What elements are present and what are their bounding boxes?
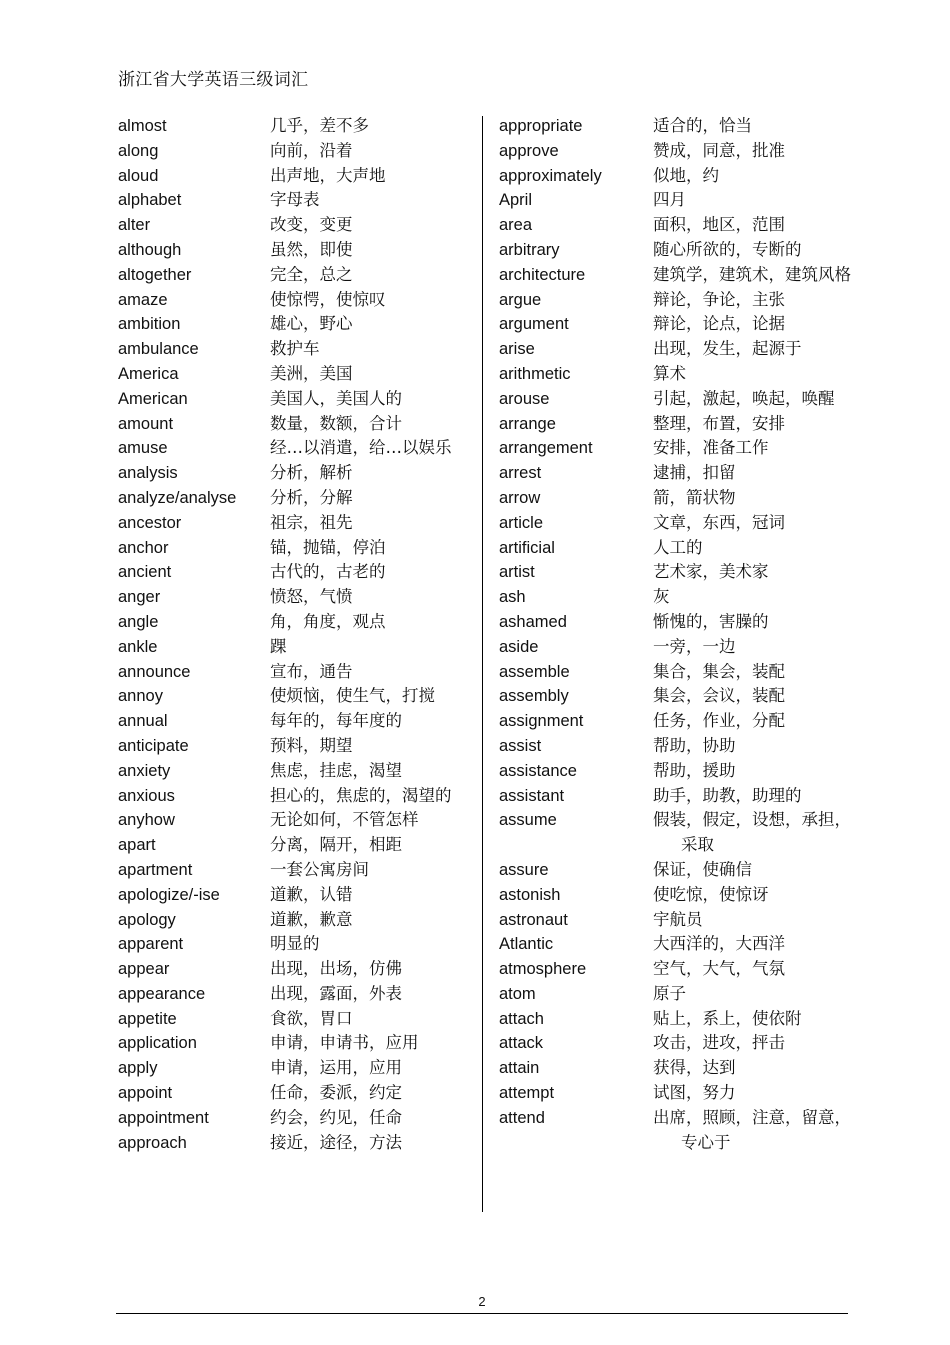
vocab-word: apply: [118, 1059, 158, 1078]
vocab-definition: 箭，箭状物: [653, 487, 736, 507]
vocab-definition: 分析，分解: [270, 487, 353, 507]
vocab-definition: 建筑学，建筑术，建筑风格: [653, 264, 851, 284]
vocab-definition: 担心的，焦虑的，渴望的: [270, 785, 452, 805]
vocab-definition: 集合，集会，装配: [653, 661, 785, 681]
vocab-word: attempt: [499, 1084, 555, 1103]
vocab-definition: 逮捕，扣留: [653, 463, 736, 483]
vocab-entry: [499, 734, 849, 759]
vocab-word: assignment: [499, 712, 584, 731]
vocab-word: assembly: [499, 687, 569, 706]
vocab-entry: [118, 883, 468, 908]
vocab-entry: [499, 362, 849, 387]
vocab-entry: [118, 213, 468, 238]
vocab-entry: [499, 238, 849, 263]
vocab-definition: 字母表: [270, 190, 320, 210]
vocab-definition: 使惊愕，使惊叹: [270, 289, 386, 309]
vocab-word: analysis: [118, 464, 178, 483]
vocab-definition: 接近，途径，方法: [270, 1132, 402, 1152]
vocab-word: announce: [118, 662, 191, 681]
vocab-definition: 任命，委派，约定: [270, 1083, 402, 1103]
vocab-entry: [118, 288, 468, 313]
vocab-word: annoy: [118, 687, 163, 706]
vocab-definition: 出现，出场，仿佛: [270, 959, 402, 979]
vocab-word: arrest: [499, 464, 542, 483]
vocab-definition: 约会，约见，任命: [270, 1107, 402, 1127]
vocab-definition: 获得，达到: [653, 1058, 736, 1078]
vocab-word: assistant: [499, 786, 565, 805]
vocab-definition: 宣布，通告: [270, 661, 353, 681]
vocab-entry: [118, 461, 468, 486]
vocab-definition: 明显的: [270, 934, 320, 954]
vocab-definition: 算术: [653, 363, 686, 383]
vocab-definition: 贴上，系上，使依附: [653, 1008, 802, 1028]
vocab-entry: [118, 585, 468, 610]
vocab-entry: [118, 1056, 468, 1081]
vocab-definition: 每年的，每年度的: [270, 711, 402, 731]
vocab-entry: [118, 833, 468, 858]
vocab-definition: 攻击，进攻，抨击: [653, 1033, 785, 1053]
vocab-entry: [499, 908, 849, 933]
vocab-entry: [118, 387, 468, 412]
vocab-word: argue: [499, 290, 542, 309]
vocab-word: anxiety: [118, 761, 171, 780]
vocab-definition: 完全，总之: [270, 264, 353, 284]
vocab-word: April: [499, 191, 533, 210]
vocab-definition: 试图，努力: [653, 1083, 736, 1103]
vocab-definition: 灰: [653, 587, 670, 607]
vocab-definition: 分离，隔开，相距: [270, 835, 402, 855]
vocab-word: attain: [499, 1059, 540, 1078]
vocab-definition: 助手，助教，助理的: [653, 785, 802, 805]
vocab-word: attack: [499, 1034, 544, 1053]
vocab-definition: 申请，运用，应用: [270, 1058, 402, 1078]
vocab-entry: [499, 536, 849, 561]
vocab-word: assistance: [499, 761, 577, 780]
vocab-column-right: [499, 114, 849, 1155]
vocab-definition: 安排，准备工作: [653, 438, 769, 458]
vocab-word: although: [118, 240, 182, 259]
vocab-definition: 出声地，大声地: [270, 165, 386, 185]
vocab-entry: [499, 139, 849, 164]
vocab-definition: 集会，会议，装配: [653, 686, 785, 706]
vocab-definition: 美国人，美国人的: [270, 388, 402, 408]
vocab-entry: [499, 1056, 849, 1081]
vocab-word: atmosphere: [499, 960, 587, 979]
vocab-word: analyze/analyse: [118, 488, 237, 507]
vocab-word: apparent: [118, 935, 184, 954]
vocab-entry: [118, 436, 468, 461]
vocab-word: ashamed: [499, 612, 567, 631]
vocab-definition: 美洲，美国: [270, 363, 353, 383]
vocab-definition: 文章，东西，冠词: [653, 512, 785, 532]
vocab-entry: [499, 610, 849, 635]
vocab-definition: 辩论，论点，论据: [653, 314, 785, 334]
vocab-word: attend: [499, 1108, 545, 1127]
vocab-definition: 帮助，协助: [653, 735, 736, 755]
vocab-word: assemble: [499, 662, 570, 681]
vocab-entry: [118, 1106, 468, 1131]
vocab-word: area: [499, 216, 533, 235]
vocab-entry: [118, 957, 468, 982]
vocab-entry: [118, 486, 468, 511]
vocab-definition: 祖宗，祖先: [270, 512, 353, 532]
vocab-definition: 角，角度，观点: [270, 611, 386, 631]
vocab-definition: 数量，数额，合计: [270, 413, 402, 433]
vocab-entry: [118, 684, 468, 709]
vocab-definition: 道歉，歉意: [270, 909, 353, 929]
vocab-entry: [118, 188, 468, 213]
vocab-entry: [118, 932, 468, 957]
vocab-entry: [118, 1007, 468, 1032]
vocab-entry: [118, 759, 468, 784]
vocab-word: arise: [499, 340, 535, 359]
vocab-word: arouse: [499, 389, 550, 408]
vocab-definition: 保证，使确信: [653, 859, 752, 879]
vocab-definition: 整理，布置，安排: [653, 413, 785, 433]
vocab-column-left: [118, 114, 468, 1155]
vocab-entry: [118, 1081, 468, 1106]
vocab-entry: [118, 734, 468, 759]
column-divider: [482, 116, 483, 1212]
vocab-definition: 假装，假定，设想，承担，采取: [653, 810, 851, 855]
vocab-definition: 帮助，援助: [653, 760, 736, 780]
vocab-word: argument: [499, 315, 569, 334]
vocab-entry: [118, 660, 468, 685]
vocab-entry: [118, 164, 468, 189]
vocab-word: apology: [118, 910, 176, 929]
vocab-word: anticipate: [118, 736, 189, 755]
vocab-entry: [499, 436, 849, 461]
vocab-entry: [118, 263, 468, 288]
vocab-word: approve: [499, 141, 559, 160]
vocab-word: artist: [499, 563, 535, 582]
vocab-entry: [118, 312, 468, 337]
vocab-word: assure: [499, 860, 549, 879]
vocab-definition: 几乎，差不多: [270, 116, 369, 135]
vocab-word: Atlantic: [499, 935, 554, 954]
vocab-word: astonish: [499, 885, 561, 904]
vocab-definition: 经…以消遣，给…以娱乐: [270, 438, 452, 458]
vocab-entry: [499, 660, 849, 685]
vocab-word: aside: [499, 637, 539, 656]
vocab-definition: 救护车: [270, 339, 320, 359]
vocab-definition: 出现，发生，起源于: [653, 339, 802, 359]
vocab-definition: 辩论，争论，主张: [653, 289, 785, 309]
vocab-word: architecture: [499, 265, 586, 284]
vocab-entry: [118, 139, 468, 164]
vocab-entry: [499, 982, 849, 1007]
vocab-word: amaze: [118, 290, 168, 309]
vocab-entry: [499, 511, 849, 536]
footer-rule: [116, 1313, 848, 1314]
page-number: 2: [478, 1294, 486, 1309]
vocab-definition: 空气，大气，气氛: [653, 959, 785, 979]
vocab-word: altogether: [118, 265, 192, 284]
vocab-word: atom: [499, 984, 536, 1003]
vocab-word: annual: [118, 712, 168, 731]
vocab-word: arrow: [499, 488, 541, 507]
vocab-definition: 使烦恼，使生气，打搅: [270, 686, 435, 706]
vocab-definition: 道歉，认错: [270, 884, 353, 904]
vocab-definition: 惭愧的，害臊的: [653, 611, 769, 631]
vocab-word: ambition: [118, 315, 181, 334]
vocab-word: approach: [118, 1133, 187, 1152]
vocab-entry: [118, 908, 468, 933]
vocab-entry: [499, 337, 849, 362]
vocab-entry: [118, 635, 468, 660]
vocab-definition: 随心所欲的，专断的: [653, 239, 802, 259]
vocab-word: America: [118, 364, 179, 383]
vocab-word: aloud: [118, 166, 159, 185]
vocab-entry: [118, 610, 468, 635]
vocab-definition: 一旁，一边: [653, 636, 736, 656]
vocab-entry: [499, 312, 849, 337]
vocab-definition: 人工的: [653, 537, 703, 557]
vocab-definition: 四月: [653, 190, 686, 210]
vocab-definition: 适合的，恰当: [653, 116, 752, 135]
vocab-entry: [499, 213, 849, 238]
vocab-word: arrangement: [499, 439, 593, 458]
vocab-entry: [118, 536, 468, 561]
vocab-word: appear: [118, 960, 170, 979]
vocab-word: amuse: [118, 439, 168, 458]
vocab-entry: [499, 635, 849, 660]
vocab-word: ancestor: [118, 513, 182, 532]
vocab-entry: [499, 263, 849, 288]
vocab-entry: [118, 337, 468, 362]
vocab-definition: 踝: [270, 636, 287, 656]
vocab-entry: [118, 709, 468, 734]
vocab-entry: [118, 1031, 468, 1056]
vocab-word: application: [118, 1034, 197, 1053]
vocab-definition: 原子: [653, 983, 686, 1003]
vocab-entry: [499, 1106, 849, 1156]
vocab-definition: 愤怒，气愤: [270, 587, 353, 607]
vocab-entry: [118, 362, 468, 387]
vocab-entry: [118, 858, 468, 883]
vocab-word: apart: [118, 836, 156, 855]
vocab-word: almost: [118, 117, 167, 135]
vocab-definition: 艺术家，美术家: [653, 562, 769, 582]
vocab-word: arrange: [499, 414, 556, 433]
vocab-word: article: [499, 513, 544, 532]
vocab-definition: 任务，作业，分配: [653, 711, 785, 731]
vocab-entry: [499, 759, 849, 784]
vocab-word: anxious: [118, 786, 175, 805]
vocab-word: attach: [499, 1009, 544, 1028]
vocab-entry: [499, 684, 849, 709]
vocab-entry: [118, 1131, 468, 1156]
vocab-entry: [499, 560, 849, 585]
vocab-entry: [118, 560, 468, 585]
vocab-entry: [499, 883, 849, 908]
vocab-entry: [499, 164, 849, 189]
vocab-definition: 锚，抛锚，停泊: [270, 537, 386, 557]
vocab-definition: 预料，期望: [270, 735, 353, 755]
vocab-entry: [499, 858, 849, 883]
vocab-entry: [118, 982, 468, 1007]
vocab-word: ash: [499, 588, 526, 607]
vocab-definition: 引起，激起，唤起，唤醒: [653, 388, 835, 408]
vocab-definition: 向前，沿着: [270, 140, 353, 160]
vocab-definition: 似地，约: [653, 165, 719, 185]
vocab-entry: [499, 288, 849, 313]
vocab-entry: [499, 932, 849, 957]
vocab-entry: [499, 585, 849, 610]
vocab-entry: [118, 412, 468, 437]
vocab-definition: 出现，露面，外表: [270, 983, 402, 1003]
vocab-word: assist: [499, 736, 542, 755]
vocab-definition: 雄心，野心: [270, 314, 353, 334]
vocab-word: appointment: [118, 1108, 209, 1127]
vocab-entry: [118, 784, 468, 809]
vocab-entry: [118, 238, 468, 263]
vocab-definition: 使吃惊，使惊讶: [653, 884, 769, 904]
vocab-word: ankle: [118, 637, 158, 656]
vocab-word: alter: [118, 216, 151, 235]
vocab-definition: 改变，变更: [270, 215, 353, 235]
vocab-word: apologize/-ise: [118, 885, 220, 904]
vocab-word: ambulance: [118, 340, 199, 359]
vocab-definition: 出席，照顾，注意，留意，专心于: [653, 1107, 851, 1152]
vocab-word: American: [118, 389, 188, 408]
vocab-definition: 大西洋的，大西洋: [653, 934, 785, 954]
vocab-word: apartment: [118, 860, 193, 879]
vocab-entry: [118, 511, 468, 536]
vocab-word: arithmetic: [499, 364, 571, 383]
vocab-definition: 食欲，胃口: [270, 1008, 353, 1028]
vocab-word: appetite: [118, 1009, 177, 1028]
vocab-entry: [499, 486, 849, 511]
vocab-definition: 一套公寓房间: [270, 859, 369, 879]
vocab-entry: [499, 808, 849, 858]
vocab-definition: 无论如何，不管怎样: [270, 810, 419, 830]
vocab-word: assume: [499, 811, 557, 830]
vocab-entry: [499, 1007, 849, 1032]
vocab-entry: [499, 387, 849, 412]
vocab-word: alphabet: [118, 191, 182, 210]
vocab-word: amount: [118, 414, 174, 433]
vocab-entry: [118, 808, 468, 833]
vocab-entry: [499, 1081, 849, 1106]
vocab-definition: 虽然，即使: [270, 239, 353, 259]
vocab-word: anchor: [118, 538, 169, 557]
vocab-word: astronaut: [499, 910, 568, 929]
vocab-word: appoint: [118, 1084, 173, 1103]
vocab-entry: [499, 412, 849, 437]
vocab-definition: 赞成，同意，批准: [653, 140, 785, 160]
page-header-title: 浙江省大学英语三级词汇: [118, 70, 309, 90]
vocab-definition: 分析，解析: [270, 463, 353, 483]
vocab-word: appropriate: [499, 117, 583, 135]
vocab-entry: [499, 957, 849, 982]
vocab-entry: [499, 1031, 849, 1056]
vocab-word: angle: [118, 612, 159, 631]
vocab-entry: [499, 188, 849, 213]
vocab-entry: [499, 114, 849, 139]
vocab-definition: 面积，地区，范围: [653, 215, 785, 235]
vocab-entry: [499, 784, 849, 809]
vocab-word: approximately: [499, 166, 602, 185]
vocab-definition: 古代的，古老的: [270, 562, 386, 582]
vocab-definition: 申请，申请书，应用: [270, 1033, 419, 1053]
vocab-word: along: [118, 141, 159, 160]
vocab-word: ancient: [118, 563, 172, 582]
vocab-word: appearance: [118, 984, 206, 1003]
vocab-word: artificial: [499, 538, 555, 557]
vocab-word: arbitrary: [499, 240, 560, 259]
vocab-definition: 焦虑，挂虑，渴望: [270, 760, 402, 780]
vocab-definition: 宇航员: [653, 909, 703, 929]
vocab-entry: [499, 461, 849, 486]
vocab-word: anger: [118, 588, 161, 607]
vocab-entry: [118, 114, 468, 139]
vocab-word: anyhow: [118, 811, 175, 830]
vocab-entry: [499, 709, 849, 734]
